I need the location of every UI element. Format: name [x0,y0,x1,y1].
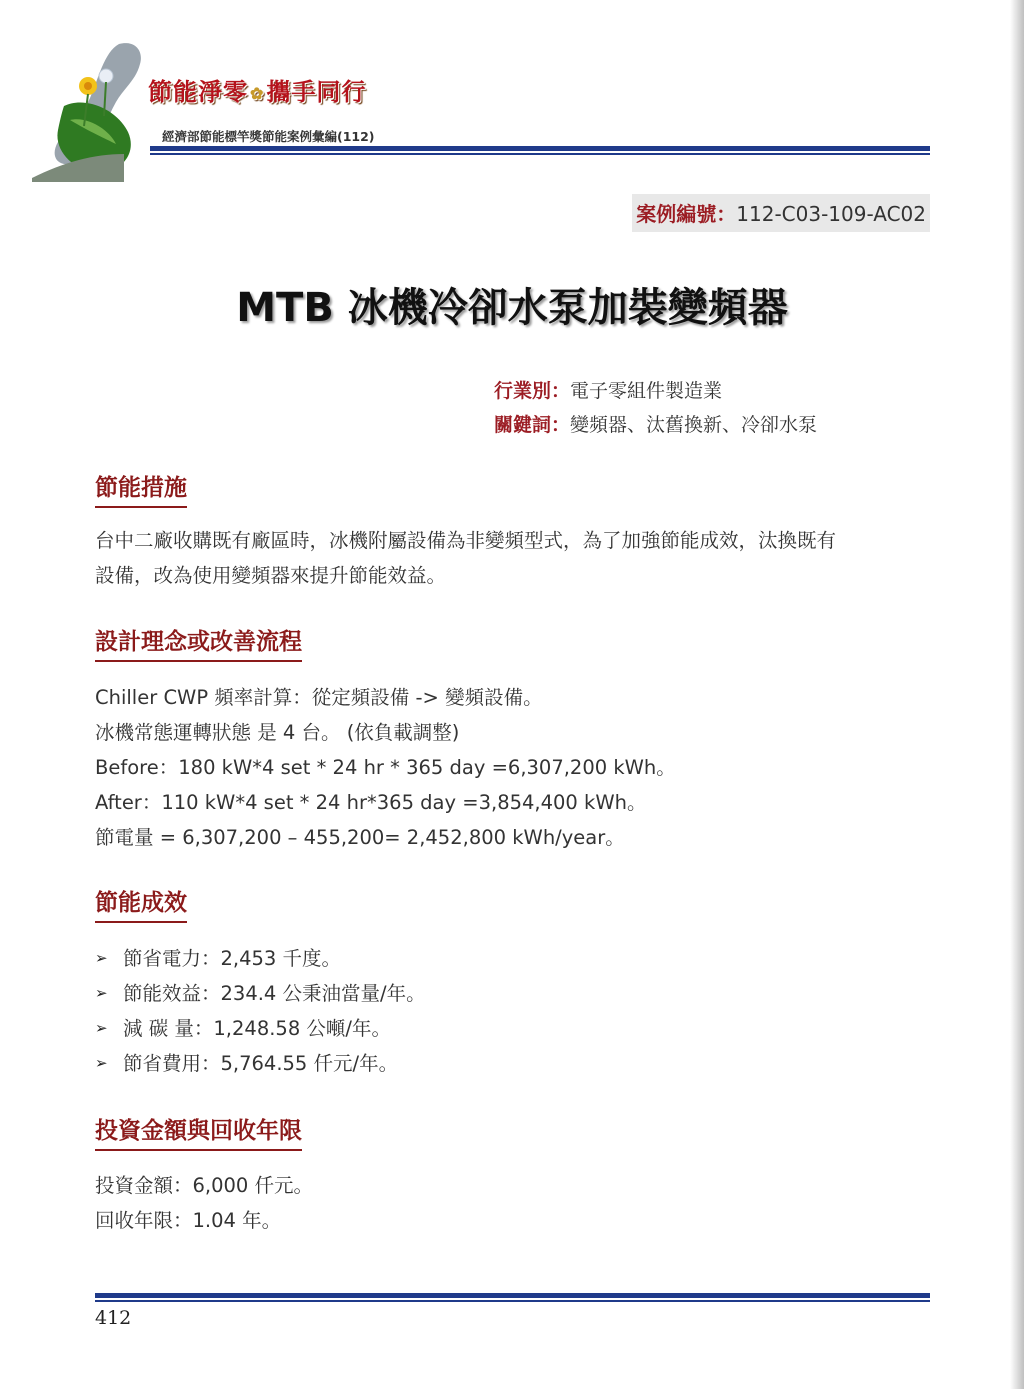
design-line: 節電量 = 6,307,200 – 455,200= 2,452,800 kWh/year。 [95,826,625,849]
flower-icon: ✿ [250,84,265,103]
result-text: 減 碳 量：1,248.58 公噸/年。 [123,1017,392,1040]
page-title: MTB 冰機冷卻水泵加裝變頻器 [236,285,788,331]
header-rule-thin [150,153,930,155]
industry-value: 電子零組件製造業 [570,380,723,402]
footer-rule [95,1293,930,1298]
case-number-value: 112-C03-109-AC02 [736,202,926,226]
design-line: Before：180 kW*4 set * 24 hr * 365 day =6,307,200 kWh。 [95,756,676,779]
list-item [95,1046,426,1081]
keywords-line [494,410,817,437]
slogan-right: 攜手同行 [266,77,367,106]
results-list [95,941,426,1081]
result-text: 節省費用：5,764.55 仟元/年。 [123,1052,399,1075]
section-heading-investment: 投資金額與回收年限 [95,1117,302,1151]
industry-line [494,376,722,403]
design-line: 冰機常態運轉狀態 是 4 台。 (依負載調整) [95,721,460,744]
footer-rule-thin [95,1300,930,1302]
industry-label: 行業別： [494,380,571,402]
taiwan-leaf-logo [24,36,224,186]
header-slogan [148,72,366,107]
keywords-label: 關鍵詞： [494,414,571,436]
investment-line: 投資金額：6,000 仟元。 [95,1174,314,1197]
slogan-left: 節能淨零 [148,77,248,106]
result-text: 節省電力：2,453 千度。 [123,947,342,970]
keywords-value: 變頻器、汰舊換新、冷卻水泵 [570,414,818,436]
measures-line: 設備，改為使用變頻器來提升節能效益。 [95,564,447,587]
list-item [95,941,426,976]
section-heading-design: 設計理念或改善流程 [95,628,302,662]
section-heading-measures: 節能措施 [95,474,187,508]
design-line: After：110 kW*4 set * 24 hr*365 day =3,854,400 kWh。 [95,791,647,814]
header-subtitle: 經濟部節能標竿獎節能案例彙編(112) [162,129,375,144]
arrow-bullet-icon: ➢ [95,984,108,1002]
measures-line: 台中二廠收購既有廠區時，冰機附屬設備為非變頻型式，為了加強節能成效，汰換既有 [95,529,837,552]
section-heading-results: 節能成效 [95,889,187,923]
list-item [95,976,426,1011]
arrow-bullet-icon: ➢ [95,949,108,967]
list-item [95,1011,426,1046]
measures-text [95,523,836,593]
case-number-label: 案例編號： [636,202,737,226]
case-number-box [632,194,930,232]
header-rule [150,146,930,151]
design-line: Chiller CWP 頻率計算：從定頻設備 -> 變頻設備。 [95,686,543,709]
investment-line: 回收年限：1.04 年。 [95,1209,282,1232]
arrow-bullet-icon: ➢ [95,1019,108,1037]
investment-text [95,1168,313,1238]
result-text: 節能效益：234.4 公秉油當量/年。 [123,982,426,1005]
page-edge-shadow [1010,0,1024,1389]
arrow-bullet-icon: ➢ [95,1054,108,1072]
page-number: 412 [95,1307,132,1329]
design-text [95,680,676,855]
